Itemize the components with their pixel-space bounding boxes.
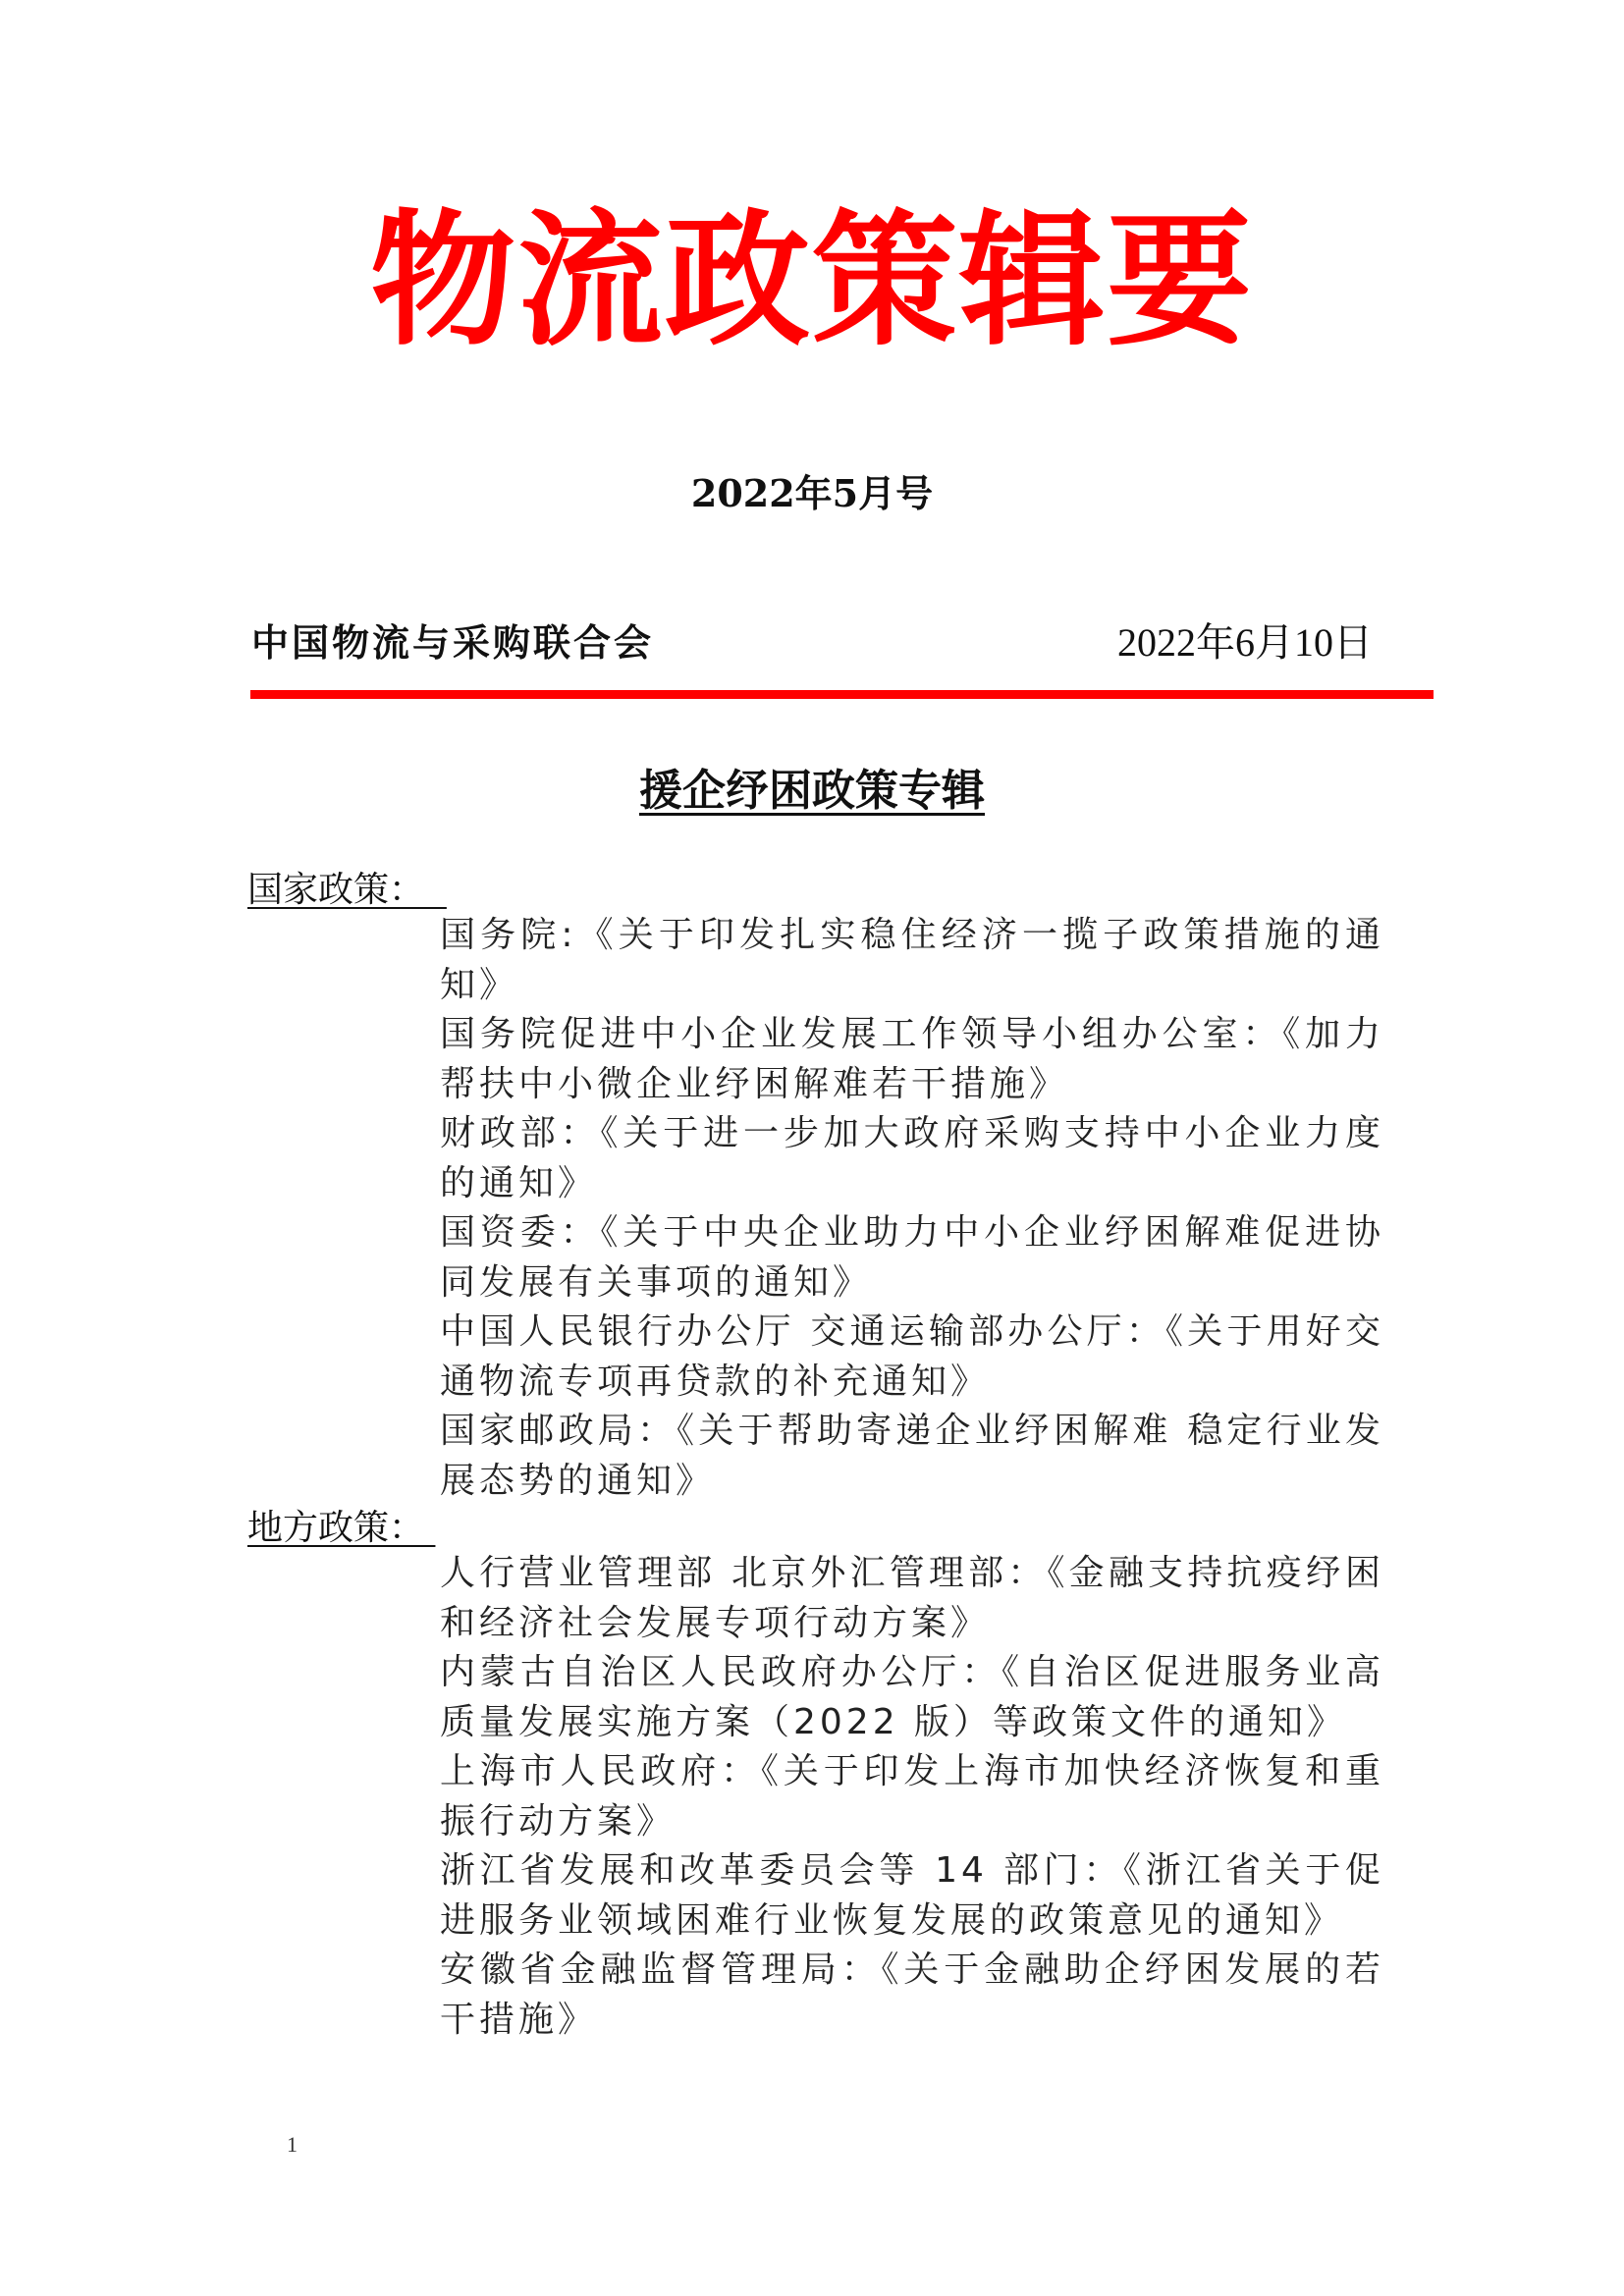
policy-entry: 国务院促进中小企业发展工作领导小组办公室：《加力帮扶中小微企业纾困解难若干措施》 [440, 1014, 1384, 1104]
local-policy-list [440, 1549, 1384, 2045]
section-title [0, 762, 1624, 821]
national-policy-list [440, 911, 1384, 1506]
policy-entry: 中国人民银行办公厅 交通运输部办公厅：《关于用好交通物流专项再贷款的补充通知》 [440, 1311, 1384, 1402]
policy-entry: 浙江省发展和改革委员会等 14 部门：《浙江省关于促进服务业领域困难行业恢复发展的政策意见的通知》 [440, 1850, 1384, 1941]
policy-entry: 人行营业管理部 北京外汇管理部：《金融支持抗疫纾困和经济社会发展专项行动方案》 [440, 1553, 1384, 1643]
policy-entry: 内蒙古自治区人民政府办公厅：《自治区促进服务业高质量发展实施方案（2022 版）等政策文件的通知》 [440, 1652, 1384, 1742]
page-number: 1 [287, 2132, 298, 2157]
section-title-text: 援企纾困政策专辑 [639, 766, 985, 816]
red-divider-rule [250, 690, 1434, 699]
local-policy-heading: 地方政策： [247, 1508, 436, 1548]
publication-date: 2022年6月10日 [1117, 620, 1373, 665]
publisher-name: 中国物流与采购联合会 [251, 620, 655, 665]
masthead-title: 物流政策辑要 [370, 196, 1254, 365]
policy-entry: 国家邮政局：《关于帮助寄递企业纾困解难 稳定行业发展态势的通知》 [440, 1411, 1384, 1501]
policy-entry: 上海市人民政府：《关于印发上海市加快经济恢复和重振行动方案》 [440, 1751, 1384, 1842]
policy-entry: 安徽省金融监督管理局：《关于金融助企纾困发展的若干措施》 [440, 1949, 1384, 2040]
policy-entry: 国务院:《关于印发扎实稳住经济一揽子政策措施的通知》 [440, 915, 1384, 1005]
issue-label: 2022年5月号 [690, 471, 934, 515]
national-policy-heading: 国家政策： [247, 870, 447, 910]
policy-entry: 国资委：《关于中央企业助力中小企业纾困解难促进协同发展有关事项的通知》 [440, 1212, 1384, 1303]
policy-entry: 财政部：《关于进一步加大政府采购支持中小企业力度的通知》 [440, 1113, 1384, 1203]
